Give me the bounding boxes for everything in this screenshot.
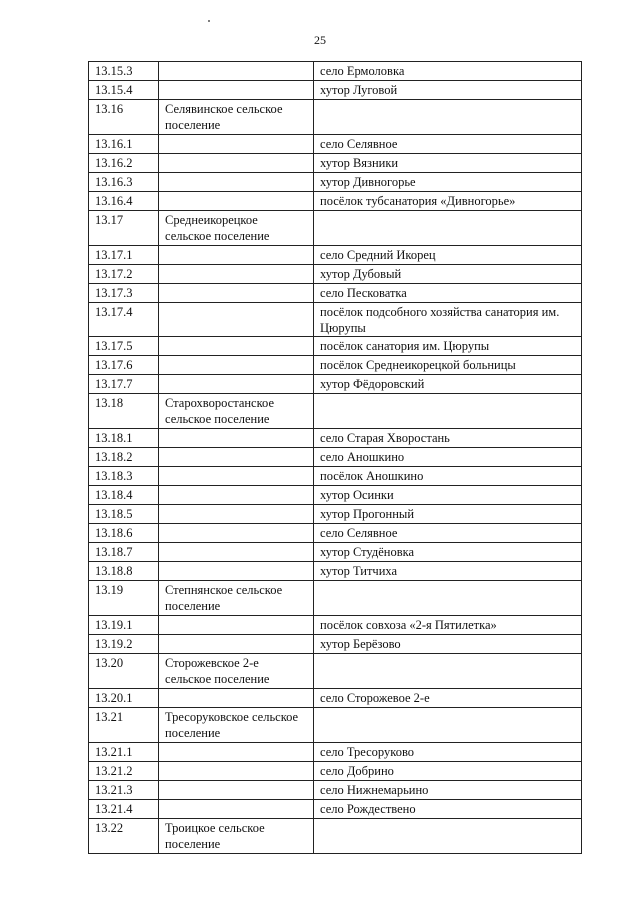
settlement-cell bbox=[159, 689, 314, 708]
table-body bbox=[89, 62, 582, 854]
settlement-cell bbox=[159, 505, 314, 524]
row-number-cell: 13.15.4 bbox=[89, 81, 159, 100]
locality-cell: посёлок подсобного хозяйства санатория им. Цюрупы bbox=[314, 303, 582, 337]
table-row bbox=[89, 635, 582, 654]
settlement-cell bbox=[159, 135, 314, 154]
settlement-cell bbox=[159, 486, 314, 505]
locality-cell: посёлок тубсанатория «Дивногорье» bbox=[314, 192, 582, 211]
settlement-cell bbox=[159, 375, 314, 394]
table-row bbox=[89, 246, 582, 265]
table-row bbox=[89, 211, 582, 246]
locality-cell: хутор Студёновка bbox=[314, 543, 582, 562]
locality-cell: посёлок Аношкино bbox=[314, 467, 582, 486]
settlement-cell bbox=[159, 762, 314, 781]
locality-cell: хутор Луговой bbox=[314, 81, 582, 100]
locality-cell: хутор Осинки bbox=[314, 486, 582, 505]
settlement-cell bbox=[159, 800, 314, 819]
locality-cell bbox=[314, 394, 582, 429]
table-row bbox=[89, 100, 582, 135]
locality-cell: посёлок санатория им. Цюрупы bbox=[314, 337, 582, 356]
table-row bbox=[89, 581, 582, 616]
locality-cell bbox=[314, 581, 582, 616]
row-number-cell: 13.17.7 bbox=[89, 375, 159, 394]
row-number-cell: 13.18.5 bbox=[89, 505, 159, 524]
table-row bbox=[89, 819, 582, 854]
table-row bbox=[89, 375, 582, 394]
page-number: 25 bbox=[314, 33, 326, 47]
table-row bbox=[89, 394, 582, 429]
settlement-cell bbox=[159, 356, 314, 375]
locality-cell: село Старая Хворостань bbox=[314, 429, 582, 448]
row-number-cell: 13.17.3 bbox=[89, 284, 159, 303]
row-number-cell: 13.18.2 bbox=[89, 448, 159, 467]
settlement-cell bbox=[159, 781, 314, 800]
row-number-cell: 13.17.1 bbox=[89, 246, 159, 265]
settlement-cell bbox=[159, 448, 314, 467]
row-number-cell: 13.15.3 bbox=[89, 62, 159, 81]
table-row bbox=[89, 284, 582, 303]
locality-cell: село Селявное bbox=[314, 524, 582, 543]
table-row bbox=[89, 654, 582, 689]
row-number-cell: 13.19 bbox=[89, 581, 159, 616]
row-number-cell: 13.16.4 bbox=[89, 192, 159, 211]
row-number-cell: 13.16 bbox=[89, 100, 159, 135]
row-number-cell: 13.18.1 bbox=[89, 429, 159, 448]
row-number-cell: 13.17.4 bbox=[89, 303, 159, 337]
table-row bbox=[89, 505, 582, 524]
settlements-table bbox=[88, 61, 582, 854]
table-row bbox=[89, 616, 582, 635]
row-number-cell: 13.18.6 bbox=[89, 524, 159, 543]
locality-cell: село Ермоловка bbox=[314, 62, 582, 81]
speck-mark bbox=[208, 20, 210, 22]
row-number-cell: 13.21.4 bbox=[89, 800, 159, 819]
settlement-cell bbox=[159, 284, 314, 303]
locality-cell: хутор Берёзово bbox=[314, 635, 582, 654]
table-row bbox=[89, 81, 582, 100]
locality-cell bbox=[314, 819, 582, 854]
table-row bbox=[89, 173, 582, 192]
locality-cell: хутор Титчиха bbox=[314, 562, 582, 581]
settlement-cell bbox=[159, 467, 314, 486]
row-number-cell: 13.16.1 bbox=[89, 135, 159, 154]
table-row bbox=[89, 356, 582, 375]
settlement-cell bbox=[159, 543, 314, 562]
settlement-cell: Степнянское сельское поселение bbox=[159, 581, 314, 616]
table-row bbox=[89, 192, 582, 211]
table-row bbox=[89, 562, 582, 581]
locality-cell: хутор Фёдоровский bbox=[314, 375, 582, 394]
locality-cell: посёлок Среднеикорецкой больницы bbox=[314, 356, 582, 375]
row-number-cell: 13.21.3 bbox=[89, 781, 159, 800]
settlement-cell bbox=[159, 192, 314, 211]
settlement-cell bbox=[159, 62, 314, 81]
row-number-cell: 13.21.1 bbox=[89, 743, 159, 762]
settlement-cell bbox=[159, 562, 314, 581]
settlement-cell bbox=[159, 524, 314, 543]
locality-cell: село Средний Икорец bbox=[314, 246, 582, 265]
locality-cell bbox=[314, 708, 582, 743]
locality-cell: хутор Вязники bbox=[314, 154, 582, 173]
settlement-cell bbox=[159, 173, 314, 192]
locality-cell: село Песковатка bbox=[314, 284, 582, 303]
table-row bbox=[89, 154, 582, 173]
settlement-cell bbox=[159, 337, 314, 356]
table-row bbox=[89, 337, 582, 356]
settlement-cell bbox=[159, 246, 314, 265]
row-number-cell: 13.21 bbox=[89, 708, 159, 743]
row-number-cell: 13.21.2 bbox=[89, 762, 159, 781]
row-number-cell: 13.17 bbox=[89, 211, 159, 246]
locality-cell: село Добрино bbox=[314, 762, 582, 781]
locality-cell: посёлок совхоза «2-я Пятилетка» bbox=[314, 616, 582, 635]
table-row bbox=[89, 448, 582, 467]
locality-cell: село Нижнемарьино bbox=[314, 781, 582, 800]
settlement-cell bbox=[159, 743, 314, 762]
settlement-cell: Среднеикорецкое сельское поселение bbox=[159, 211, 314, 246]
table-row bbox=[89, 265, 582, 284]
locality-cell: село Аношкино bbox=[314, 448, 582, 467]
table-row bbox=[89, 543, 582, 562]
table-row bbox=[89, 800, 582, 819]
row-number-cell: 13.18.4 bbox=[89, 486, 159, 505]
locality-cell: село Рождествено bbox=[314, 800, 582, 819]
table-row bbox=[89, 743, 582, 762]
row-number-cell: 13.16.3 bbox=[89, 173, 159, 192]
row-number-cell: 13.20 bbox=[89, 654, 159, 689]
row-number-cell: 13.16.2 bbox=[89, 154, 159, 173]
row-number-cell: 13.18.3 bbox=[89, 467, 159, 486]
row-number-cell: 13.18.8 bbox=[89, 562, 159, 581]
settlement-cell bbox=[159, 429, 314, 448]
row-number-cell: 13.19.2 bbox=[89, 635, 159, 654]
row-number-cell: 13.20.1 bbox=[89, 689, 159, 708]
settlement-cell: Тресоруковское сельское поселение bbox=[159, 708, 314, 743]
row-number-cell: 13.22 bbox=[89, 819, 159, 854]
table-row bbox=[89, 467, 582, 486]
locality-cell bbox=[314, 100, 582, 135]
settlement-cell: Сторожевское 2-е сельское поселение bbox=[159, 654, 314, 689]
settlement-cell bbox=[159, 81, 314, 100]
table-row bbox=[89, 708, 582, 743]
settlement-cell: Старохворостанское сельское поселение bbox=[159, 394, 314, 429]
table-row bbox=[89, 62, 582, 81]
settlement-cell bbox=[159, 265, 314, 284]
table-row bbox=[89, 781, 582, 800]
locality-cell: хутор Прогонный bbox=[314, 505, 582, 524]
settlement-cell bbox=[159, 616, 314, 635]
settlement-cell bbox=[159, 154, 314, 173]
table-row bbox=[89, 486, 582, 505]
locality-cell bbox=[314, 654, 582, 689]
row-number-cell: 13.17.6 bbox=[89, 356, 159, 375]
table-row bbox=[89, 524, 582, 543]
locality-cell: хутор Дивногорье bbox=[314, 173, 582, 192]
row-number-cell: 13.18.7 bbox=[89, 543, 159, 562]
table-row bbox=[89, 429, 582, 448]
row-number-cell: 13.19.1 bbox=[89, 616, 159, 635]
locality-cell: село Тресоруково bbox=[314, 743, 582, 762]
locality-cell bbox=[314, 211, 582, 246]
settlement-cell bbox=[159, 635, 314, 654]
table-row bbox=[89, 762, 582, 781]
locality-cell: хутор Дубовый bbox=[314, 265, 582, 284]
locality-cell: село Селявное bbox=[314, 135, 582, 154]
settlement-cell: Селявинское сельское поселение bbox=[159, 100, 314, 135]
locality-cell: село Сторожевое 2-е bbox=[314, 689, 582, 708]
settlement-cell: Троицкое сельское поселение bbox=[159, 819, 314, 854]
table-row bbox=[89, 303, 582, 337]
row-number-cell: 13.18 bbox=[89, 394, 159, 429]
row-number-cell: 13.17.5 bbox=[89, 337, 159, 356]
settlement-cell bbox=[159, 303, 314, 337]
row-number-cell: 13.17.2 bbox=[89, 265, 159, 284]
table-row bbox=[89, 689, 582, 708]
table-row bbox=[89, 135, 582, 154]
